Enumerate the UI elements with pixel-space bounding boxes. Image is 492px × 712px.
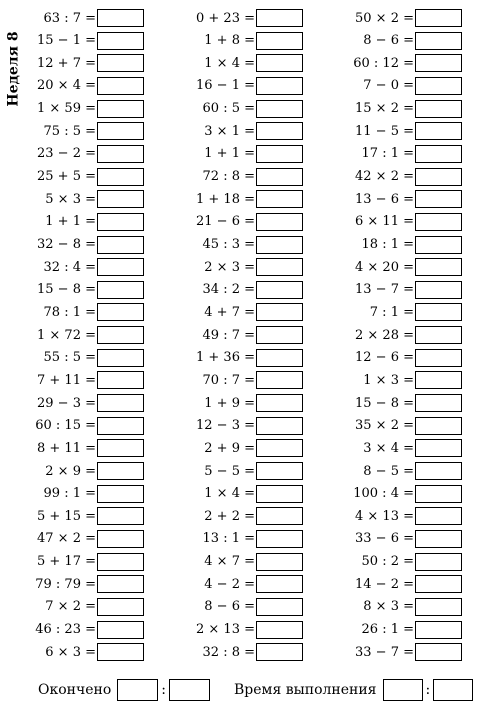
problem-row: [159, 256, 303, 278]
problem-row: [0, 143, 144, 165]
time-colon: :: [425, 682, 431, 698]
problem-expression: 1 + 8 =: [204, 33, 255, 49]
answer-box[interactable]: [97, 575, 144, 593]
problem-expression: 3 × 1 =: [204, 123, 255, 139]
answer-box[interactable]: [256, 281, 303, 299]
problem-row: [159, 415, 303, 437]
problem-expression: 25 + 5 =: [37, 169, 96, 185]
answer-box[interactable]: [415, 439, 462, 457]
problem-row: [0, 30, 144, 52]
answer-box[interactable]: [415, 394, 462, 412]
problem-row: [0, 75, 144, 97]
problem-expression: 33 − 7 =: [355, 644, 414, 660]
problem-expression: 2 × 13 =: [196, 622, 255, 638]
answer-box[interactable]: [97, 32, 144, 50]
problem-expression: 75 : 5 =: [43, 123, 96, 139]
problem-expression: 32 : 4 =: [43, 259, 96, 275]
answer-box[interactable]: [256, 77, 303, 95]
problem-expression: 55 : 5 =: [43, 350, 96, 366]
problem-expression: 16 − 1 =: [196, 78, 255, 94]
problem-row: [318, 211, 462, 233]
problem-row: [159, 596, 303, 618]
problem-row: [159, 392, 303, 414]
problem-row: [318, 143, 462, 165]
problem-expression: 2 × 3 =: [204, 259, 255, 275]
answer-box[interactable]: [256, 530, 303, 548]
problem-row: [0, 641, 144, 663]
problem-row: [159, 234, 303, 256]
problem-row: [318, 166, 462, 188]
answer-box[interactable]: [97, 281, 144, 299]
problem-expression: 34 : 2 =: [202, 282, 255, 298]
problem-row: [318, 551, 462, 573]
problem-expression: 1 × 3 =: [363, 372, 414, 388]
problem-expression: 20 × 4 =: [37, 78, 96, 94]
answer-box[interactable]: [415, 530, 462, 548]
problem-row: [159, 301, 303, 323]
answer-box[interactable]: [256, 485, 303, 503]
answer-box[interactable]: [256, 598, 303, 616]
answer-box[interactable]: [256, 507, 303, 525]
problem-expression: 47 × 2 =: [37, 531, 96, 547]
answer-box[interactable]: [415, 371, 462, 389]
finished-label: Окончено: [38, 682, 112, 698]
answer-box[interactable]: [256, 145, 303, 163]
answer-box[interactable]: [256, 439, 303, 457]
problem-expression: 2 + 2 =: [204, 508, 255, 524]
problem-row: [0, 460, 144, 482]
problem-row: [0, 7, 144, 29]
answer-box[interactable]: [256, 213, 303, 231]
problem-row: [0, 211, 144, 233]
problem-row: [318, 392, 462, 414]
answer-box[interactable]: [415, 54, 462, 72]
answer-box[interactable]: [415, 281, 462, 299]
problem-expression: 4 + 7 =: [204, 304, 255, 320]
problem-row: [318, 483, 462, 505]
problem-row: [159, 573, 303, 595]
problem-row: [318, 596, 462, 618]
problem-expression: 5 × 3 =: [45, 191, 96, 207]
problem-row: [318, 301, 462, 323]
answer-box[interactable]: [415, 326, 462, 344]
time-label: Время выполнения: [234, 682, 377, 698]
finished-hours-box[interactable]: [117, 679, 158, 701]
problem-row: [318, 505, 462, 527]
answer-box[interactable]: [97, 100, 144, 118]
problem-row: [159, 641, 303, 663]
answer-box[interactable]: [256, 190, 303, 208]
problem-expression: 35 × 2 =: [355, 418, 414, 434]
problem-expression: 5 + 15 =: [37, 508, 96, 524]
answer-box[interactable]: [256, 575, 303, 593]
problem-row: [0, 234, 144, 256]
problem-expression: 8 × 3 =: [363, 599, 414, 615]
answer-box[interactable]: [256, 168, 303, 186]
answer-box[interactable]: [256, 349, 303, 367]
problem-row: [318, 52, 462, 74]
problem-row: [159, 120, 303, 142]
problem-row: [318, 415, 462, 437]
problem-row: [159, 460, 303, 482]
problem-expression: 79 : 79 =: [35, 576, 96, 592]
answer-box[interactable]: [256, 9, 303, 27]
problem-expression: 1 + 9 =: [204, 395, 255, 411]
problem-expression: 78 : 1 =: [43, 304, 96, 320]
problem-row: [0, 528, 144, 550]
answer-box[interactable]: [97, 507, 144, 525]
problem-expression: 12 + 7 =: [37, 55, 96, 71]
answer-box[interactable]: [97, 190, 144, 208]
answer-box[interactable]: [97, 213, 144, 231]
problem-row: [318, 528, 462, 550]
answer-box[interactable]: [415, 100, 462, 118]
problem-expression: 2 + 9 =: [204, 440, 255, 456]
answer-box[interactable]: [97, 485, 144, 503]
problem-expression: 32 : 8 =: [202, 644, 255, 660]
problem-row: [318, 98, 462, 120]
problem-row: [318, 30, 462, 52]
problem-expression: 29 − 3 =: [37, 395, 96, 411]
problem-row: [318, 75, 462, 97]
problem-row: [0, 392, 144, 414]
problem-expression: 6 × 11 =: [355, 214, 414, 230]
problem-expression: 18 : 1 =: [361, 237, 414, 252]
problem-expression: 7 + 11 =: [37, 372, 96, 388]
problem-row: [318, 619, 462, 641]
problem-row: [318, 7, 462, 29]
answer-box[interactable]: [415, 462, 462, 480]
problem-row: [318, 120, 462, 142]
problem-expression: 6 × 3 =: [45, 644, 96, 660]
problem-expression: 7 − 0 =: [363, 78, 414, 94]
problem-row: [159, 188, 303, 210]
answer-box[interactable]: [415, 621, 462, 639]
problem-expression: 1 × 4 =: [204, 55, 255, 71]
answer-box[interactable]: [256, 258, 303, 276]
problem-row: [0, 551, 144, 573]
problem-row: [159, 279, 303, 301]
problem-expression: 70 : 7 =: [202, 372, 255, 388]
problem-row: [159, 30, 303, 52]
problem-row: [0, 256, 144, 278]
answer-box[interactable]: [415, 190, 462, 208]
problem-expression: 13 − 6 =: [355, 191, 414, 207]
problem-row: [0, 573, 144, 595]
answer-box[interactable]: [415, 145, 462, 163]
answer-box[interactable]: [97, 621, 144, 639]
problem-expression: 0 + 23 =: [196, 10, 255, 26]
problem-expression: 8 − 6 =: [204, 599, 255, 615]
problem-row: [0, 347, 144, 369]
problem-expression: 26 : 1 =: [361, 622, 414, 638]
answer-box[interactable]: [256, 553, 303, 571]
problem-expression: 12 − 3 =: [196, 418, 255, 434]
problem-row: [0, 369, 144, 391]
answer-box[interactable]: [415, 32, 462, 50]
answer-box[interactable]: [97, 303, 144, 321]
answer-box[interactable]: [256, 394, 303, 412]
problem-expression: 15 − 8 =: [37, 282, 96, 298]
answer-box[interactable]: [256, 417, 303, 435]
problem-row: [159, 143, 303, 165]
problem-expression: 32 − 8 =: [37, 237, 96, 252]
problem-expression: 11 − 5 =: [355, 123, 414, 139]
answer-box[interactable]: [97, 417, 144, 435]
problem-row: [318, 347, 462, 369]
answer-box[interactable]: [97, 553, 144, 571]
problem-expression: 4 × 13 =: [355, 508, 414, 524]
answer-box[interactable]: [97, 349, 144, 367]
time-hours-box[interactable]: [383, 679, 423, 701]
problem-row: [159, 369, 303, 391]
problem-expression: 72 : 8 =: [202, 169, 255, 185]
problem-expression: 5 − 5 =: [204, 463, 255, 479]
finished-colon: :: [161, 682, 167, 698]
answer-box[interactable]: [256, 621, 303, 639]
problem-row: [159, 437, 303, 459]
answer-box[interactable]: [256, 122, 303, 140]
problem-expression: 14 − 2 =: [355, 576, 414, 592]
problem-expression: 8 − 6 =: [363, 33, 414, 49]
answer-box[interactable]: [97, 439, 144, 457]
answer-box[interactable]: [415, 213, 462, 231]
answer-box[interactable]: [97, 530, 144, 548]
problem-row: [159, 347, 303, 369]
problem-expression: 60 : 15 =: [35, 418, 96, 434]
problem-expression: 45 : 3 =: [202, 237, 255, 252]
answer-box[interactable]: [97, 394, 144, 412]
problem-expression: 2 × 28 =: [355, 327, 414, 343]
problem-expression: 60 : 5 =: [202, 101, 255, 117]
problem-row: [318, 324, 462, 346]
time-minutes-box[interactable]: [433, 679, 473, 701]
problem-expression: 1 × 72 =: [37, 327, 96, 343]
problem-row: [159, 551, 303, 573]
answer-box[interactable]: [256, 371, 303, 389]
problem-row: [0, 98, 144, 120]
answer-box[interactable]: [97, 371, 144, 389]
answer-box[interactable]: [415, 575, 462, 593]
problem-row: [0, 279, 144, 301]
problem-row: [318, 369, 462, 391]
answer-box[interactable]: [97, 9, 144, 27]
answer-box[interactable]: [415, 417, 462, 435]
problem-row: [0, 324, 144, 346]
problem-row: [159, 98, 303, 120]
problem-expression: 42 × 2 =: [355, 169, 414, 185]
problem-row: [0, 437, 144, 459]
answer-box[interactable]: [97, 122, 144, 140]
problem-expression: 7 × 2 =: [45, 599, 96, 615]
problem-row: [318, 234, 462, 256]
answer-box[interactable]: [256, 32, 303, 50]
answer-box[interactable]: [256, 326, 303, 344]
problem-expression: 8 + 11 =: [37, 440, 96, 456]
problem-expression: 49 : 7 =: [202, 327, 255, 343]
answer-box[interactable]: [97, 236, 144, 254]
answer-box[interactable]: [415, 303, 462, 321]
problem-expression: 15 − 1 =: [37, 33, 96, 49]
problem-expression: 21 − 6 =: [196, 214, 255, 230]
answer-box[interactable]: [415, 349, 462, 367]
problem-expression: 2 × 9 =: [45, 463, 96, 479]
problem-row: [159, 166, 303, 188]
problem-expression: 1 + 36 =: [196, 350, 255, 366]
problem-expression: 99 : 1 =: [43, 486, 96, 502]
problem-row: [318, 437, 462, 459]
problem-expression: 13 − 7 =: [355, 282, 414, 298]
problem-expression: 1 + 1 =: [45, 214, 96, 230]
problem-row: [0, 166, 144, 188]
problem-expression: 17 : 1 =: [361, 146, 414, 162]
answer-box[interactable]: [415, 9, 462, 27]
problem-row: [159, 75, 303, 97]
problem-expression: 63 : 7 =: [43, 10, 96, 26]
answer-box[interactable]: [97, 258, 144, 276]
answer-box[interactable]: [415, 77, 462, 95]
problem-row: [159, 528, 303, 550]
problem-row: [0, 415, 144, 437]
answer-box[interactable]: [415, 485, 462, 503]
problem-row: [0, 619, 144, 641]
problem-row: [159, 505, 303, 527]
problem-expression: 7 : 1 =: [369, 304, 414, 320]
answer-box[interactable]: [415, 236, 462, 254]
answer-box[interactable]: [415, 122, 462, 140]
problem-row: [0, 483, 144, 505]
problem-expression: 13 : 1 =: [202, 531, 255, 547]
problem-expression: 50 × 2 =: [355, 10, 414, 26]
problem-row: [0, 301, 144, 323]
answer-box[interactable]: [97, 54, 144, 72]
answer-box[interactable]: [256, 303, 303, 321]
problem-expression: 33 − 6 =: [355, 531, 414, 547]
problem-expression: 1 × 4 =: [204, 486, 255, 502]
problem-row: [318, 573, 462, 595]
problem-row: [159, 324, 303, 346]
problem-expression: 1 + 1 =: [204, 146, 255, 162]
problem-expression: 100 : 4 =: [353, 486, 414, 502]
problem-expression: 1 + 18 =: [196, 191, 255, 207]
answer-box[interactable]: [415, 507, 462, 525]
problem-expression: 23 − 2 =: [37, 146, 96, 162]
problem-expression: 15 − 8 =: [355, 395, 414, 411]
problem-row: [0, 596, 144, 618]
problem-expression: 60 : 12 =: [353, 55, 414, 71]
problem-row: [0, 188, 144, 210]
answer-box[interactable]: [256, 54, 303, 72]
problem-expression: 50 : 2 =: [361, 554, 414, 570]
problem-expression: 4 − 2 =: [204, 576, 255, 592]
problem-row: [159, 7, 303, 29]
problem-expression: 46 : 23 =: [35, 622, 96, 638]
problem-row: [0, 52, 144, 74]
answer-box[interactable]: [256, 100, 303, 118]
answer-box[interactable]: [256, 643, 303, 661]
problem-row: [318, 256, 462, 278]
problem-row: [318, 188, 462, 210]
answer-box[interactable]: [97, 77, 144, 95]
answer-box[interactable]: [97, 643, 144, 661]
problem-row: [318, 279, 462, 301]
problem-row: [159, 52, 303, 74]
problem-expression: 1 × 59 =: [37, 101, 96, 117]
problem-row: [318, 641, 462, 663]
answer-box[interactable]: [415, 168, 462, 186]
problem-expression: 3 × 4 =: [363, 440, 414, 456]
answer-box[interactable]: [97, 326, 144, 344]
problem-row: [159, 483, 303, 505]
answer-box[interactable]: [97, 145, 144, 163]
problem-expression: 4 × 20 =: [355, 259, 414, 275]
answer-box[interactable]: [97, 168, 144, 186]
answer-box[interactable]: [97, 598, 144, 616]
problem-expression: 4 × 7 =: [204, 554, 255, 570]
problem-row: [159, 211, 303, 233]
problem-row: [159, 619, 303, 641]
footer: [38, 679, 473, 701]
problem-expression: 5 + 17 =: [37, 554, 96, 570]
answer-box[interactable]: [97, 462, 144, 480]
problem-row: [0, 505, 144, 527]
answer-box[interactable]: [415, 553, 462, 571]
answer-box[interactable]: [256, 462, 303, 480]
answer-box[interactable]: [415, 258, 462, 276]
answer-box[interactable]: [415, 598, 462, 616]
finished-minutes-box[interactable]: [169, 679, 210, 701]
answer-box[interactable]: [256, 236, 303, 254]
problem-expression: 15 × 2 =: [355, 101, 414, 117]
problem-row: [318, 460, 462, 482]
answer-box[interactable]: [415, 643, 462, 661]
week-label: Неделя 8: [6, 31, 23, 107]
problem-row: [0, 120, 144, 142]
problem-expression: 12 − 6 =: [355, 350, 414, 366]
problem-expression: 8 − 5 =: [363, 463, 414, 479]
